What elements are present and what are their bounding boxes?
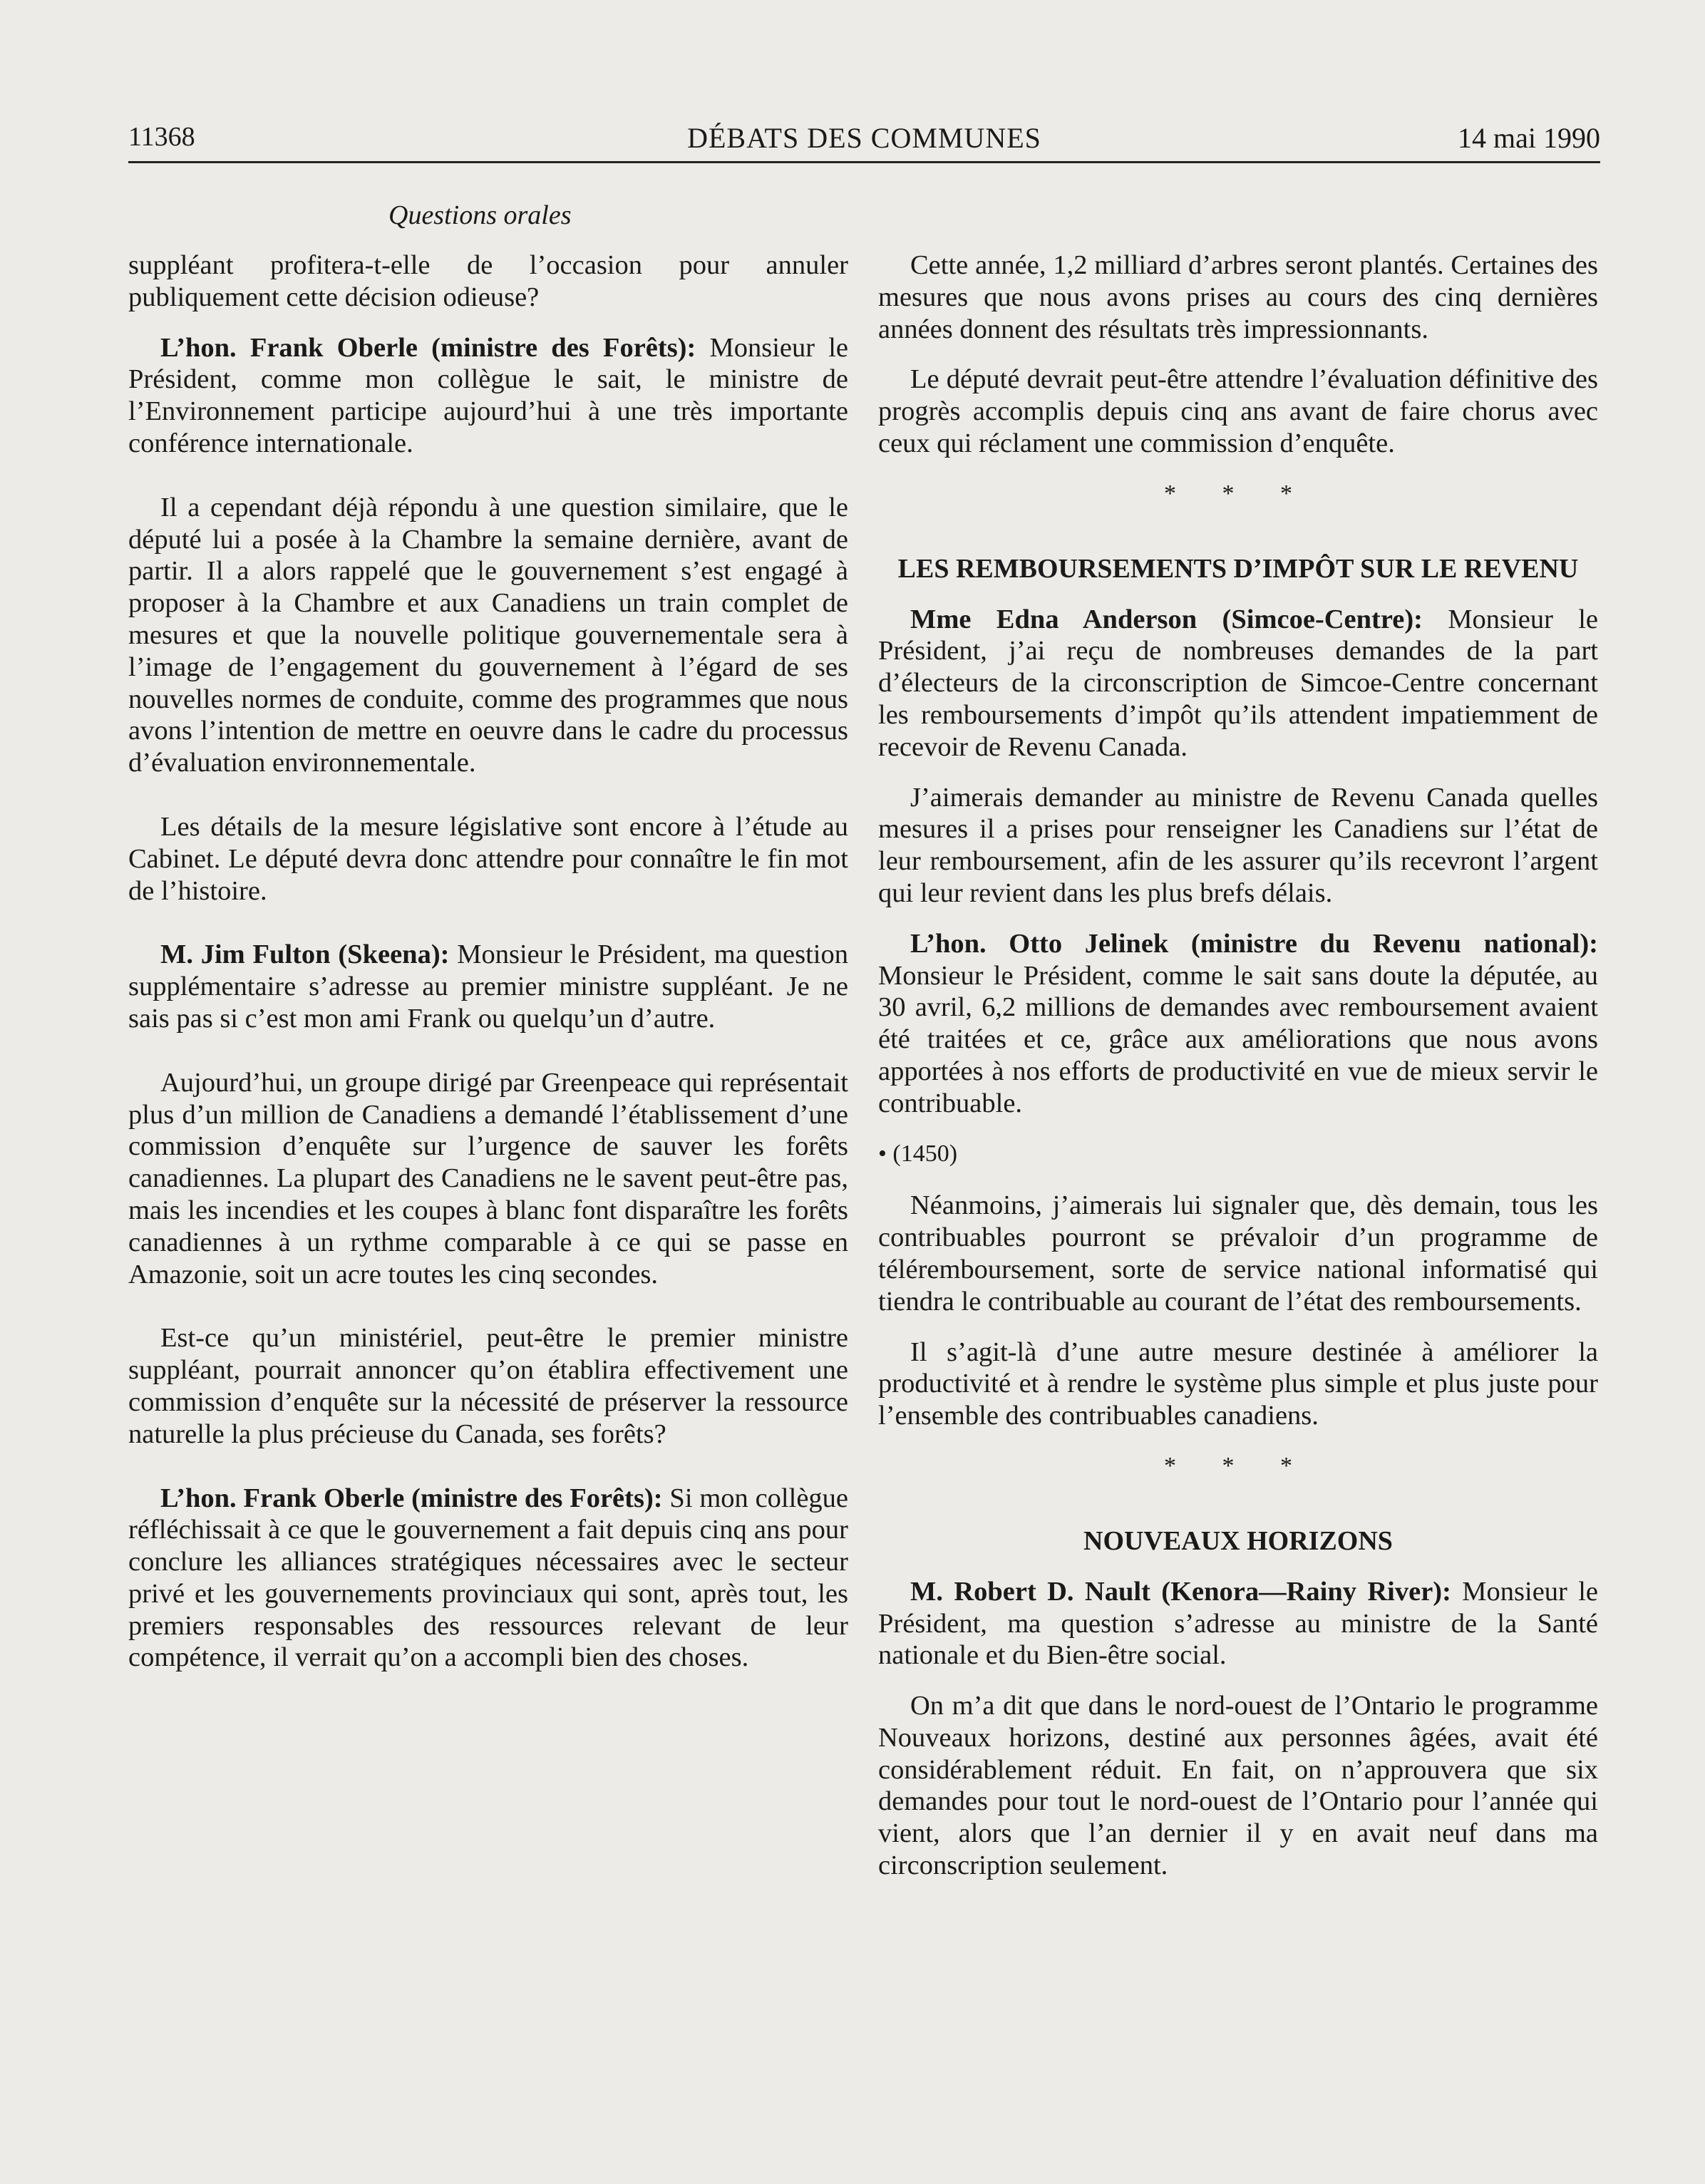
paragraph-text: J’aimerais demander au ministre de Revenu Canada quelles mesures il a prises pour renseigner les Canadiens sur l’état de leur remboursement, afin de les assurer qu’ils recevront l’argent qui leur revient dans les plus brefs délais. [878, 782, 1598, 908]
paragraph-text: On m’a dit que dans le nord-ouest de l’Ontario le programme Nouveaux horizons, destiné aux personnes âgées, avait été considérablement réduit. En fait, on n’approuvera que six demandes pour tout le nord-ouest de l’Ontario pour l’année qui vient, alors que l’an dernier il y en avait neuf dans ma circonscription seulement. [878, 1691, 1598, 1881]
paragraph-text: Est-ce qu’un ministériel, peut-être le premier ministre suppléant, pourrait annoncer qu’on établira effectivement une commission d’enquête sur la nécessité de préserver la ressource naturelle la plus précieuse du Canada, ses forêts? [128, 1323, 848, 1449]
speaker-name: Mme Edna Anderson (Simcoe-Centre): [910, 604, 1423, 634]
paragraph-text: Les détails de la mesure législative sont encore à l’étude au Cabinet. Le député devra donc attendre pour connaître le fin mot de l’histoire. [128, 811, 848, 906]
section-separator: * * * [1164, 1452, 1312, 1479]
paragraph [878, 1576, 1598, 1672]
paragraph-text: Monsieur le Président, comme le sait sans doute la députée, au 30 avril, 6,2 millions de demandes avec remboursement avaient été traitées et ce, grâce aux améliorations que nous avons apportées à nos efforts de productivité en vue de mieux servir le contribuable. [878, 960, 1598, 1118]
section-title: Questions orales [388, 200, 572, 230]
section-heading: NOUVEAUX HORIZONS [1083, 1525, 1393, 1556]
paragraph [878, 604, 1598, 763]
paragraph-text: Aujourd’hui, un groupe dirigé par Greenpeace qui représentait plus d’un million de Canadiens a demandé l’établissement d’une commission d’enquête sur l’urgence de sauver les forêts canadiennes. La plupart des Canadiens ne le savent peut-être pas, mais les incendies et les coupes à blanc font disparaître les forêts canadiennes à un rythme comparable à ce qui se passe en Amazonie, soit un acre toutes les cinq secondes. [128, 1067, 848, 1289]
publication-date: 14 mai 1990 [1458, 122, 1600, 154]
speaker-name: M. Robert D. Nault (Kenora—Rainy River): [910, 1576, 1451, 1607]
paragraph-text: Il s’agit-là d’une autre mesure destinée à améliorer la productivité et à rendre le système plus simple et plus juste pour l’ensemble des contribuables canadiens. [878, 1336, 1598, 1431]
paragraph-text: suppléant profitera-t-elle de l’occasion pour annuler publiquement cette décision odieuse? [128, 250, 848, 312]
paragraph [128, 811, 848, 907]
paragraph-text: Néanmoins, j’aimerais lui signaler que, dès demain, tous les contribuables pourront se prévaloir d’un programme de téléremboursement, sorte de service national informatisé qui tiendra le contribuable au courant de l’état des remboursements. [878, 1190, 1598, 1317]
paragraph [128, 492, 848, 779]
paragraph-text: Monsieur le Président, ma question supplémentaire s’adresse au premier ministre suppléant. Je ne sais pas si c’est mon ami Frank ou quelqu’un d’autre. [128, 939, 849, 1034]
left-column [128, 249, 848, 1706]
header-rule [128, 161, 1600, 163]
paragraph-text: Le député devrait peut-être attendre l’évaluation définitive des progrès accomplis depuis cinq ans avant de faire chorus avec ceux qui réclament une commission d’enquête. [878, 364, 1598, 458]
paragraph [878, 1336, 1598, 1432]
speaker-name: L’hon. Otto Jelinek (ministre du Revenu national): [910, 928, 1598, 959]
paragraph-text: Monsieur le Président, j’ai reçu de nombreuses demandes de la part d’électeurs de la circonscription de Simcoe-Centre concernant les remboursements d’impôt qu’ils attendent impatiemment de recevoir de Revenu Canada. [878, 604, 1598, 762]
paragraph [878, 1690, 1598, 1882]
paragraph-text: Il a cependant déjà répondu à une question similaire, que le député lui a posée à la Chambre la semaine dernière, avant de partir. Il a alors rappelé que le gouvernement s’est engagé à proposer à la Chambre et aux Canadiens un train complet de mesures et que la nouvelle politique gouvernementale sera à l’image de l’engagement du gouvernement à l’égard de ses nouvelles normes de conduite, comme des programmes que nous avons l’intention de mettre en oeuvre dans le cadre du processus d’évaluation environnementale. [128, 492, 848, 778]
paragraph [878, 364, 1598, 459]
paragraph [128, 1322, 848, 1450]
paragraph-text: Cette année, 1,2 milliard d’arbres seront plantés. Certaines des mesures que nous avons prises au cours des cinq dernières années donnent des résultats très impressionnants. [878, 250, 1598, 344]
page-number: 11368 [128, 122, 195, 152]
paragraph-text: Monsieur le Président, ma question s’adresse au ministre de la Santé nationale et du Bien-être social. [878, 1576, 1598, 1671]
paragraph [128, 249, 848, 314]
paragraph [128, 1067, 848, 1291]
paragraph [878, 928, 1598, 1120]
paragraph-text: Monsieur le Président, comme mon collègue le sait, le ministre de l’Environnement participe aujourd’hui à une très importante conférence internationale. [128, 332, 849, 458]
paragraph-text: Si mon collègue réfléchissait à ce que le gouvernement a fait depuis cinq ans pour conclure les alliances stratégiques nécessaires avec le secteur privé et les gouvernements provinciaux qui sont, après tout, les premiers responsables des ressources relevant de leur compétence, il verrait qu’on a accompli bien des choses. [128, 1483, 848, 1673]
section-separator: * * * [1164, 480, 1312, 507]
speaker-name: L’hon. Frank Oberle (ministre des Forêts): [160, 1483, 663, 1513]
paragraph [878, 249, 1598, 345]
section-heading: LES REMBOURSEMENTS D’IMPÔT SUR LE REVENU [897, 553, 1579, 584]
paragraph [878, 1190, 1598, 1317]
right-column [878, 249, 1598, 1900]
paragraph [128, 332, 848, 460]
speaker-name: L’hon. Frank Oberle (ministre des Forêts): [160, 332, 696, 363]
paragraph [878, 782, 1598, 910]
paragraph [128, 1483, 848, 1674]
publication-title: DÉBATS DES COMMUNES [687, 122, 1041, 154]
time-marker: • (1450) [878, 1140, 958, 1167]
speaker-name: M. Jim Fulton (Skeena): [160, 939, 450, 970]
page-header [128, 121, 1600, 164]
paragraph [128, 939, 848, 1034]
